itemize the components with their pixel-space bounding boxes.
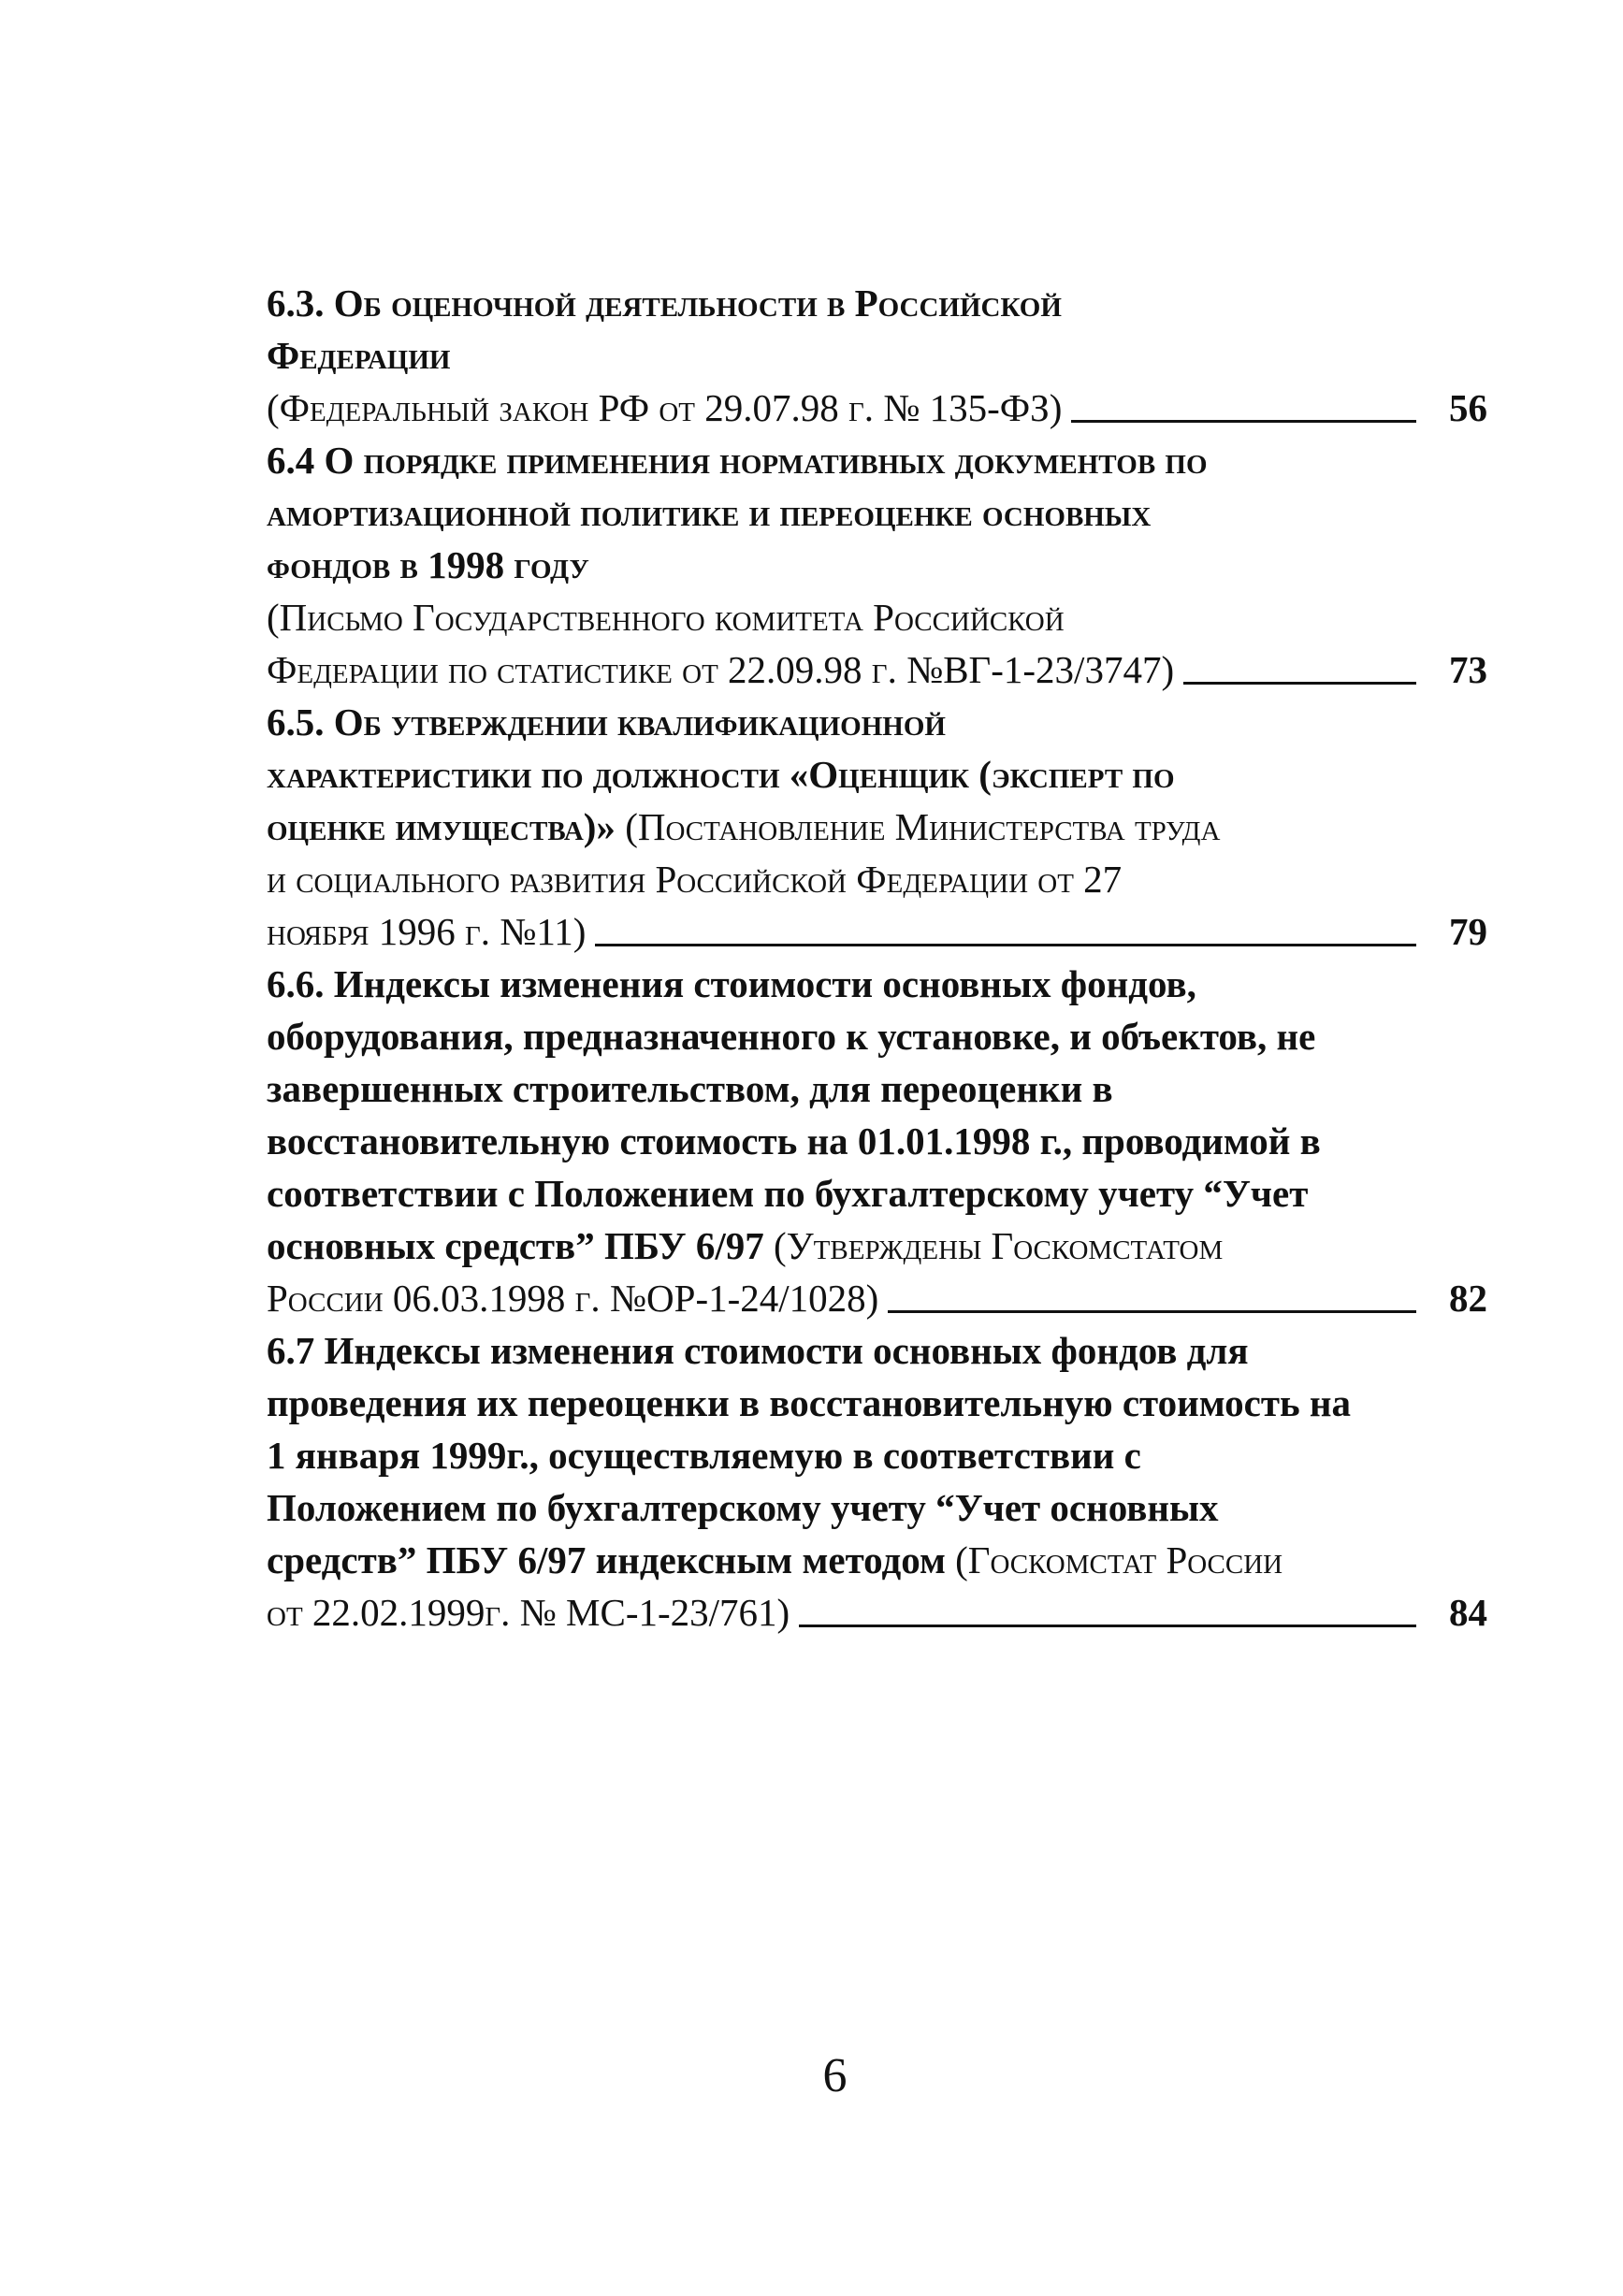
entry-source-line (267, 1272, 1487, 1324)
entry-heading-line: восстановительную стоимость на 01.01.1998 г., проводимой в (267, 1119, 1321, 1162)
entry-heading-fragment: основных средств” ПБУ 6/97 (267, 1224, 764, 1267)
toc-entry-6-7 (267, 1324, 1487, 1639)
entry-source-line (267, 1586, 1487, 1639)
entry-heading-line: соответствии с Положением по бухгалтерскому учету “Учет (267, 1172, 1309, 1215)
entry-heading-line: 6.3. Об оценочной деятельности в Российской (267, 282, 1062, 325)
entry-heading-line: 1 января 1999г., осуществляемую в соответствии с (267, 1434, 1141, 1477)
entry-source-line (267, 382, 1487, 434)
dot-leader (799, 1625, 1416, 1627)
toc-entry-6-4 (267, 434, 1487, 696)
entry-heading-line: Положением по бухгалтерскому учету “Учет основных (267, 1486, 1219, 1529)
entry-source-text: (Федеральный закон РФ от 29.07.98 г. № 135-ФЗ) (267, 386, 1063, 429)
entry-mixed-line (267, 1534, 1487, 1586)
entry-heading-line: характеристики по должности «Оценщик (эксперт по (267, 753, 1175, 796)
entry-source-text: России 06.03.1998 г. №ОР-1-24/1028) (267, 1277, 879, 1320)
entry-source-fragment: (Постановление Министерства труда (615, 805, 1221, 848)
page-number: 82 (1449, 1277, 1487, 1320)
entry-source-text: Федерации по статистике от 22.09.98 г. №ВГ-1-23/3747) (267, 648, 1175, 691)
entry-heading-fragment: средств” ПБУ 6/97 индексным методом (267, 1538, 946, 1581)
entry-heading-line: 6.5. Об утверждении квалификационной (267, 700, 946, 744)
toc-entry-6-5 (267, 696, 1487, 958)
entry-heading-line: 6.4 О порядке применения нормативных документов по (267, 439, 1208, 482)
page-number: 56 (1449, 386, 1487, 429)
entry-source-text: ноября 1996 г. №11) (267, 910, 587, 953)
entry-source-line: (Письмо Государственного комитета Российской (267, 596, 1065, 639)
dot-leader (888, 1310, 1416, 1313)
entry-heading-line: 6.6. Индексы изменения стоимости основных фондов, (267, 962, 1196, 1005)
entry-heading-line: Федерации (267, 334, 451, 377)
entry-mixed-line (267, 1220, 1487, 1272)
entry-heading-line: оборудования, предназначенного к установке, и объектов, не (267, 1015, 1316, 1058)
entry-mixed-line (267, 801, 1487, 853)
entry-heading-line: амортизационной политике и переоценке основных (267, 491, 1152, 534)
entry-source-text: от 22.02.1999г. № МС-1-23/761) (267, 1591, 790, 1634)
dot-leader (1071, 420, 1416, 423)
entry-source-fragment: (Утверждены Госкомстатом (763, 1224, 1224, 1267)
entry-source-line (267, 905, 1487, 958)
toc-entry-6-3 (267, 277, 1487, 434)
page-number: 79 (1449, 910, 1487, 953)
entry-source-fragment: (Госкомстат России (945, 1538, 1283, 1581)
entry-heading-line: завершенных строительством, для переоценки в (267, 1067, 1113, 1110)
folio-page-number: 6 (822, 2049, 848, 2102)
entry-heading-fragment: оценке имущества)» (267, 805, 616, 848)
entry-heading-line: 6.7 Индексы изменения стоимости основных фондов для (267, 1329, 1249, 1372)
toc-entry-6-6 (267, 958, 1487, 1324)
entry-heading-line: проведения их переоценки в восстановительную стоимость на (267, 1381, 1352, 1424)
table-of-contents (267, 277, 1487, 1639)
page-number: 84 (1449, 1591, 1487, 1634)
dot-leader (1183, 682, 1416, 685)
entry-heading-line: фондов в 1998 году (267, 543, 589, 586)
dot-leader (595, 944, 1416, 946)
page-number: 73 (1449, 648, 1487, 691)
entry-source-line: и социального развития Российской Федерации от 27 (267, 858, 1123, 901)
entry-source-line (267, 643, 1487, 696)
